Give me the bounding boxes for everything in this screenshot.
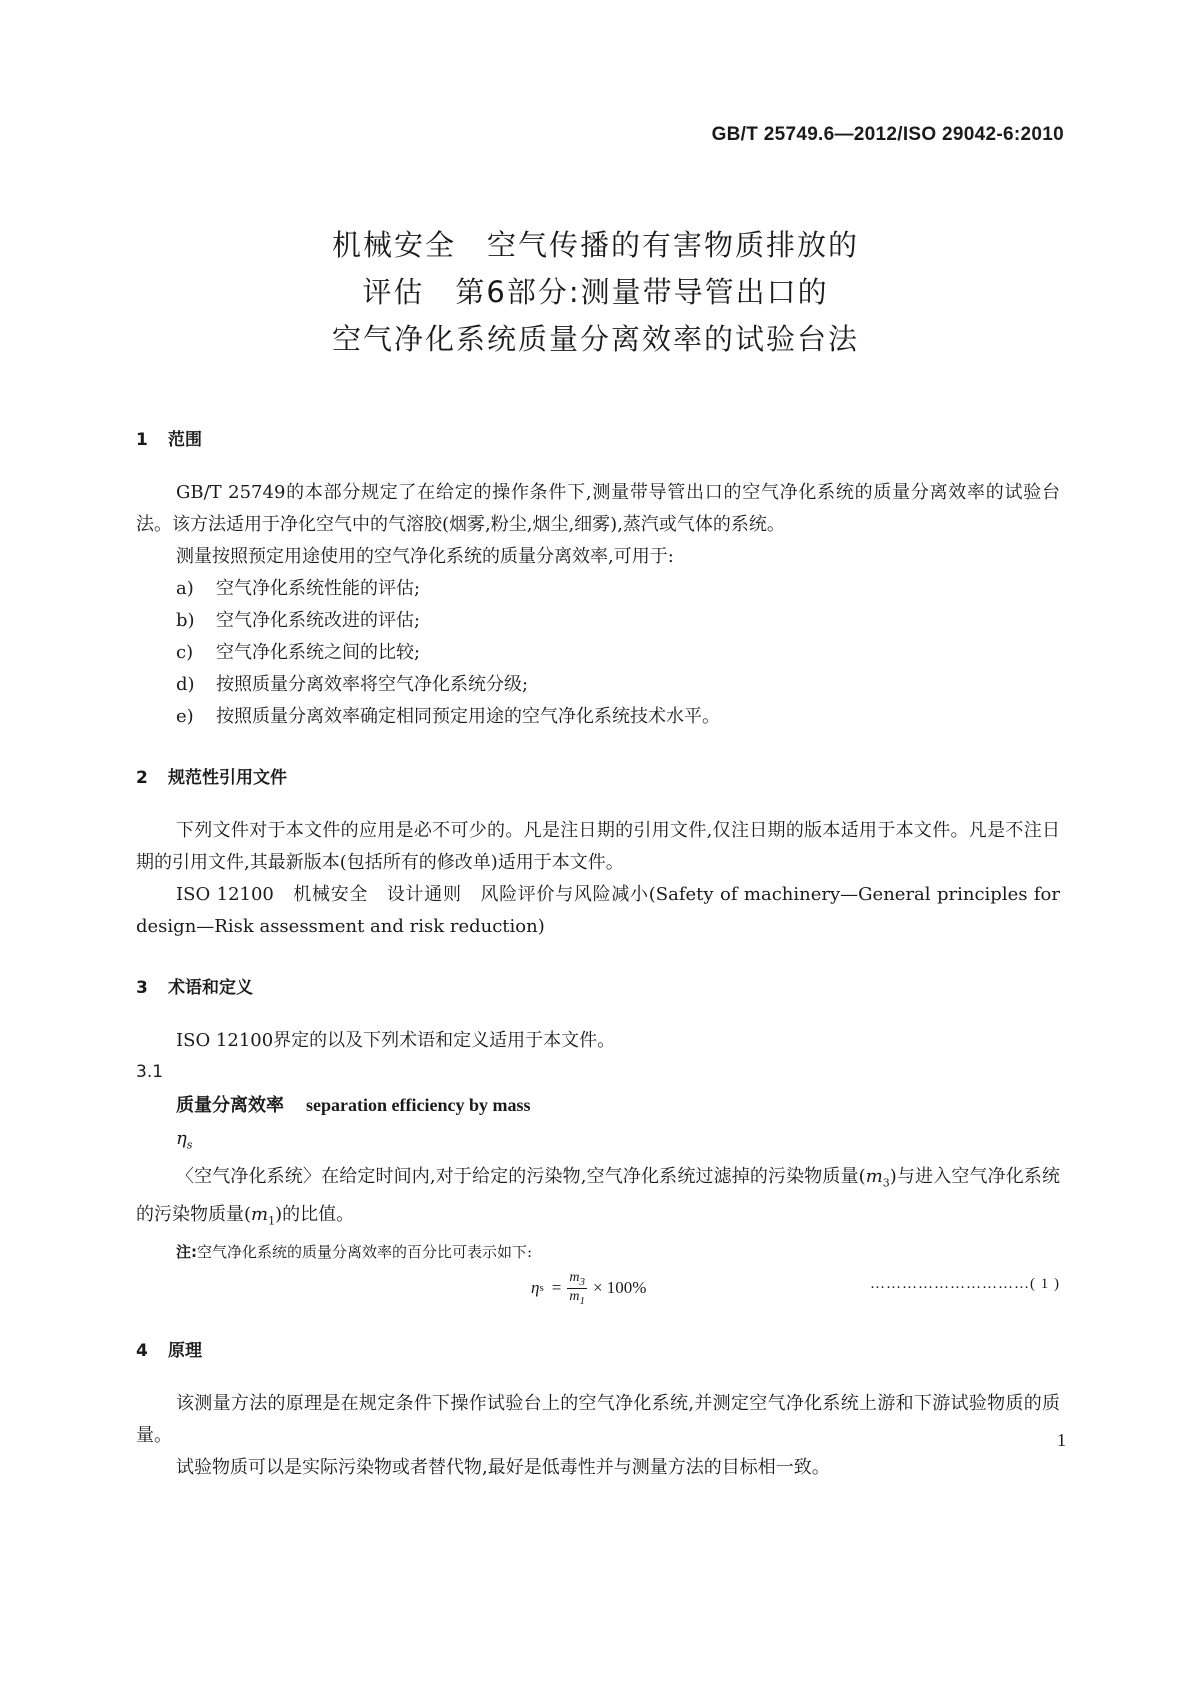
note	[136, 1238, 1060, 1266]
formula-line	[136, 1266, 1060, 1314]
note-label: 注:	[176, 1242, 197, 1261]
document-title	[0, 222, 1191, 363]
scope-paragraph: GB/T 25749的本部分规定了在给定的操作条件下,测量带导管出口的空气净化系统的质量分离效率的试验台法。该方法适用于净化空气中的气溶胶(烟雾,粉尘,烟尘,细雾),蒸汽或气体的系统。	[136, 482, 1060, 535]
section-title: 术语和定义	[168, 978, 253, 998]
reference-entry: ISO 12100 机械安全 设计通则 风险评价与风险减小(Safety of machinery—General principles for design—Risk assessment and risk reduction)	[136, 884, 1060, 937]
standard-code: GB/T 25749.6—2012/ISO 29042-6:2010	[711, 124, 1064, 145]
section-2-heading	[136, 763, 1060, 793]
section-number: 4	[136, 1340, 148, 1361]
section-4-heading	[136, 1336, 1060, 1366]
section-title: 原理	[168, 1340, 202, 1361]
section-number: 2	[136, 768, 148, 788]
list-item: a) 空气净化系统性能的评估;	[176, 578, 421, 599]
equation-number: …………………………( 1 )	[870, 1275, 1060, 1292]
section-title: 规范性引用文件	[168, 768, 287, 788]
list-item: d) 按照质量分离效率将空气净化系统分级;	[176, 674, 529, 695]
title-line-1: 机械安全 空气传播的有害物质排放的	[331, 228, 859, 262]
term-number: 3.1	[136, 1062, 164, 1082]
term-definition: 〈空气净化系统〉在给定时间内,对于给定的污染物,空气净化系统过滤掉的污染物质量$(m_3)$与进入空气净化系统的污染物质量$(m_1)$的比值。	[136, 1165, 1060, 1228]
section-1-heading	[136, 425, 1060, 455]
fraction: $\frac{m_3}{m_1}$	[569, 1269, 585, 1307]
list-item: e) 按照质量分离效率确定相同预定用途的空气净化系统技术水平。	[176, 706, 720, 727]
note-text: 空气净化系统的质量分离效率的百分比可表示如下:	[197, 1242, 533, 1261]
document-body	[136, 425, 1060, 1484]
term-chinese: 质量分离效率	[176, 1095, 284, 1116]
term-english: separation efficiency by mass	[306, 1095, 531, 1115]
section-3-heading	[136, 973, 1060, 1003]
term-symbol: $\eta_s$	[176, 1128, 193, 1152]
section-number: 3	[136, 978, 148, 998]
formula: η s = $\frac{m_3}{m_1}$ × 100%	[531, 1269, 647, 1307]
title-line-2: 评估 第6部分:测量带导管出口的	[362, 275, 829, 309]
term-entry	[136, 1087, 1060, 1124]
title-line-3: 空气净化系统质量分离效率的试验台法	[331, 322, 859, 356]
terms-intro: ISO 12100界定的以及下列术语和定义适用于本文件。	[176, 1030, 616, 1051]
list-item: b) 空气净化系统改进的评估;	[176, 610, 421, 631]
section-title: 范围	[168, 430, 202, 450]
scope-usage-intro: 测量按照预定用途使用的空气净化系统的质量分离效率,可用于:	[176, 546, 674, 567]
page-number: 1	[1057, 1430, 1066, 1450]
principle-paragraph-2: 试验物质可以是实际污染物或者替代物,最好是低毒性并与测量方法的目标相一致。	[176, 1456, 830, 1478]
principle-paragraph: 该测量方法的原理是在规定条件下操作试验台上的空气净化系统,并测定空气净化系统上游和下游试验物质的质量。	[136, 1392, 1060, 1446]
list-item: c) 空气净化系统之间的比较;	[176, 642, 421, 663]
normative-references-paragraph: 下列文件对于本文件的应用是必不可少的。凡是注日期的引用文件,仅注日期的版本适用于本文件。凡是不注日期的引用文件,其最新版本(包括所有的修改单)适用于本文件。	[136, 820, 1060, 873]
section-number: 1	[136, 430, 148, 450]
